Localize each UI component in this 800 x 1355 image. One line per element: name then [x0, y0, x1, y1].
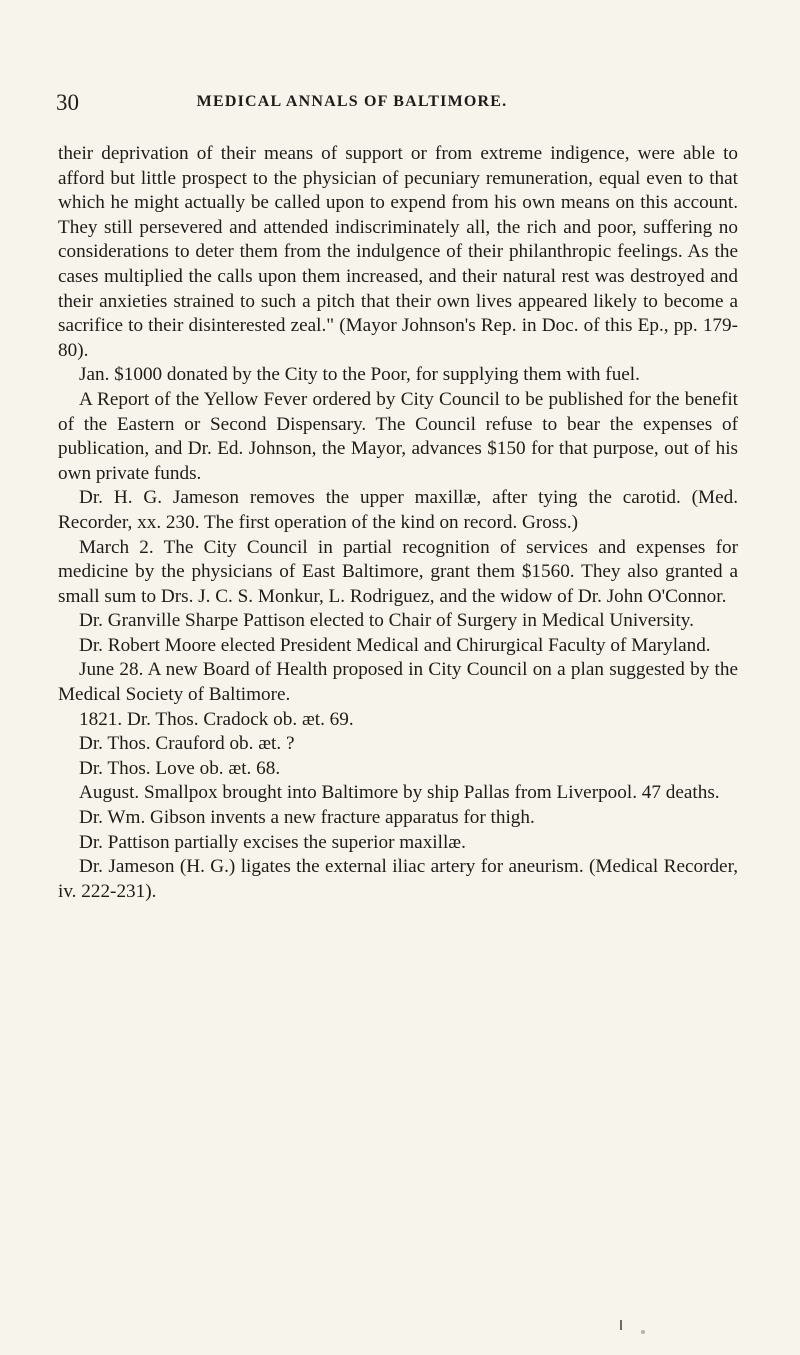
paragraph-love: Dr. Thos. Love ob. æt. 68.	[79, 757, 281, 779]
paragraph-moore-president: Dr. Robert Moore elected President Medical and Chirurgical Faculty of Maryland.	[79, 634, 711, 656]
paragraph-fuel-donation: Jan. $1000 donated by the City to the Poor, for supplying them with fuel.	[79, 364, 640, 386]
paragraph-cradock: 1821. Dr. Thos. Cradock ob. æt. 69.	[79, 708, 354, 730]
paragraph-crauford: Dr. Thos. Crauford ob. æt. ?	[79, 733, 295, 755]
paragraph-city-council-grant: March 2. The City Council in partial recognition of services and expenses for medicine by the physicians of East Baltimore, grant them $1560. They also granted a small sum to Drs. J. C. S. Monkur, L. Rodriguez, and the widow of Dr. John O'Connor.	[58, 536, 738, 607]
paragraph-gibson: Dr. Wm. Gibson invents a new fracture apparatus for thigh.	[79, 807, 535, 829]
paragraph-jameson-iliac: Dr. Jameson (H. G.) ligates the external iliac artery for aneurism. (Medical Recorder, iv. 222-231).	[58, 856, 738, 902]
paragraph-continuation: their deprivation of their means of support or from extreme indigence, were able to afford but little prospect to the physician of pecuniary remuneration, equal even to that which he might actually be called upon to expend from his own means on this account. They still persevered and attended indiscriminately all, the rich and poor, suffering no considerations to deter them from the indulgence of their philanthropic feelings. As the cases multiplied the calls upon them increased, and their natural rest was destroyed and their anxieties strained to such a pitch that their own lives appeared likely to become a sacrifice to their disinterested zeal." (Mayor Johnson's Rep. in Doc. of this Ep., pp. 179-80).	[58, 143, 738, 361]
paragraph-yellow-fever-report: A Report of the Yellow Fever ordered by City Council to be published for the benefit of the Eastern or Second Dispensary. The Council refuse to bear the expenses of publication, and Dr. Ed. Johnson, the Mayor, advances $150 for that purpose, out of his own private funds.	[58, 388, 738, 484]
paragraph-smallpox: August. Smallpox brought into Baltimore by ship Pallas from Liverpool. 47 deaths.	[79, 782, 720, 804]
running-head: MEDICAL ANNALS OF BALTIMORE.	[196, 93, 508, 110]
print-speck	[641, 1330, 645, 1334]
page-number: 30	[56, 90, 79, 115]
body-text	[58, 142, 738, 904]
paragraph-pattison-chair: Dr. Granville Sharpe Pattison elected to Chair of Surgery in Medical University.	[79, 610, 694, 632]
page-header	[56, 90, 746, 120]
paragraph-board-of-health: June 28. A new Board of Health proposed in City Council on a plan suggested by the Medical Society of Baltimore.	[58, 659, 738, 706]
print-mark	[620, 1320, 622, 1330]
paragraph-pattison-excision: Dr. Pattison partially excises the superior maxillæ.	[79, 831, 466, 853]
paragraph-jameson-maxillae: Dr. H. G. Jameson removes the upper maxillæ, after tying the carotid. (Med. Recorder, xx. 230. The first operation of the kind on record. Gross.)	[58, 487, 738, 533]
